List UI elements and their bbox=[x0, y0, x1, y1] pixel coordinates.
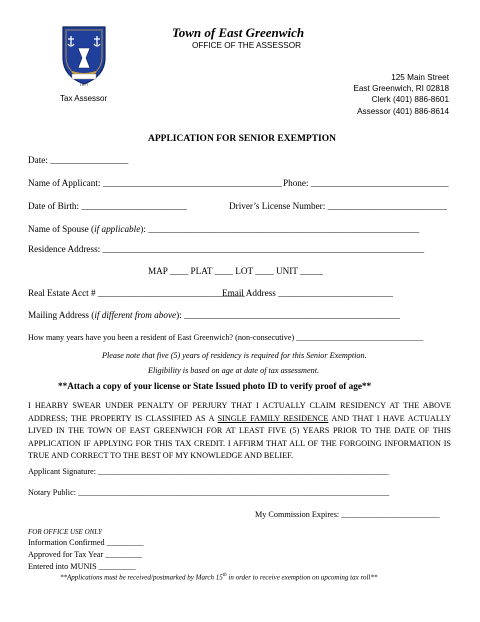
oath-underlined-text: SINGLE FAMILY RESIDENCE bbox=[217, 413, 329, 423]
residency-note: Please note that five (5) years of residency is required for this Senior Exemption. bbox=[102, 351, 367, 360]
information-confirmed-field[interactable]: Information Confirmed _________ bbox=[28, 538, 144, 547]
map-plat-lot-unit-field[interactable]: MAP ____ PLAT ____ LOT ____ UNIT _____ bbox=[148, 266, 323, 276]
town-title: Town of East Greenwich bbox=[172, 25, 305, 40]
postmark-deadline-note bbox=[60, 573, 377, 581]
spouse-name-field[interactable] bbox=[28, 224, 419, 234]
seal-caption: Tax Assessor bbox=[60, 94, 108, 103]
entered-munis-field[interactable]: Entered into MUNIS _________ bbox=[28, 562, 136, 571]
phone-line: Assessor (401) 886-8614 bbox=[357, 106, 449, 116]
spouse-qualifier: if applicable bbox=[94, 224, 141, 234]
attach-id-note: **Attach a copy of your license or State Issued photo ID to verify proof of age** bbox=[58, 381, 372, 391]
office-name: OFFICE OF THE ASSESSOR bbox=[192, 41, 302, 50]
address-line: East Greenwich, RI 02818 bbox=[353, 84, 449, 94]
date-of-birth-field[interactable]: Date of Birth: _______________________ bbox=[28, 201, 187, 211]
town-seal-icon bbox=[60, 24, 108, 90]
spouse-line: ): ___________________________________________________________ bbox=[140, 224, 420, 234]
mailing-address-field[interactable] bbox=[28, 310, 400, 320]
eligibility-note: Eligibility is based on age at date of tax assessment. bbox=[148, 366, 320, 375]
deadline-text-continued: in order to receive exemption on upcoming tax roll** bbox=[226, 573, 378, 582]
phone-field[interactable]: Phone: ______________________________ bbox=[283, 178, 449, 188]
deadline-superscript: th bbox=[222, 573, 227, 578]
applicant-name-field[interactable]: Name of Applicant: _______________________________________ bbox=[28, 178, 282, 188]
form-title: APPLICATION FOR SENIOR EXEMPTION bbox=[148, 134, 336, 144]
date-field[interactable]: Date: _________________ bbox=[28, 155, 129, 165]
applicant-signature-field[interactable]: Applicant Signature: _______________________________________________________________________ bbox=[28, 467, 389, 476]
oath-text: I HEARBY SWEAR UNDER PENALTY OF PERJURY THAT I ACTUALLY CLAIM RESIDENCY AT THE ABOVE ADDRESS; THE PROPERTY IS CLASSIFIED AS A bbox=[28, 401, 451, 423]
years-resident-field[interactable]: How many years have you been a resident of East Greenwich? (non-consecutive) _______________________________ bbox=[28, 333, 424, 342]
real-estate-account-field[interactable]: Real Estate Acct # ________________________________ bbox=[28, 288, 245, 298]
office-use-heading: FOR OFFICE USE ONLY bbox=[28, 528, 102, 536]
spouse-label: Name of Spouse ( bbox=[28, 224, 95, 234]
perjury-oath bbox=[28, 400, 451, 463]
email-field[interactable]: Email Address _________________________ bbox=[222, 288, 393, 298]
license-number-field[interactable]: Driver’s License Number: __________________________ bbox=[229, 201, 448, 211]
residence-address-field[interactable]: Residence Address: ______________________________________________________________________ bbox=[28, 244, 425, 254]
address-line: 125 Main Street bbox=[391, 73, 449, 82]
mailing-label: Mailing Address ( bbox=[28, 310, 95, 320]
approved-tax-year-field[interactable]: Approved for Tax Year _________ bbox=[28, 550, 143, 559]
notary-public-field[interactable]: Notary Public: ____________________________________________________________________________ bbox=[28, 488, 390, 497]
svg-text:1677: 1677 bbox=[79, 83, 89, 87]
mailing-qualifier: if different from above bbox=[94, 310, 177, 320]
oath-text-continued: AND THAT I HAVE ACTUALLY LIVED IN THE TOWN OF EAST GREENWICH FOR AT LEAST FIVE (5) YEARS PRIOR TO THE DATE OF THIS APPLICATION IF APPLYING FOR THIS TAX CREDIT. I AFFIRM THAT ALL OF THE FORGOING INFORMATION IS TRUE AND CORRECT TO THE BEST OF MY KNOWLEDGE AND BELIEF. bbox=[28, 413, 451, 460]
mailing-line: ): _______________________________________________ bbox=[176, 310, 400, 320]
commission-expires-field[interactable]: My Commission Expires: ________________________ bbox=[255, 510, 440, 519]
office-address bbox=[353, 72, 449, 117]
phone-line: Clerk (401) 886-8601 bbox=[371, 95, 449, 105]
deadline-text: **Applications must be received/postmarked by March 15 bbox=[60, 573, 223, 582]
